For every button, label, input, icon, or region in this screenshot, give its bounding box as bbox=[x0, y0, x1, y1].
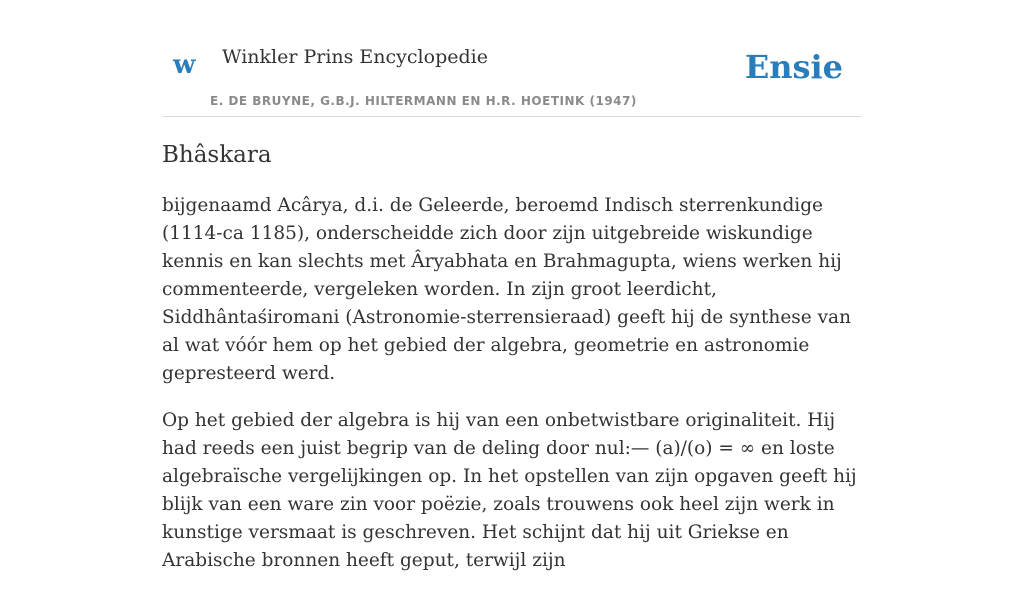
article-title: Bhâskara bbox=[162, 142, 272, 168]
winkler-prins-logo[interactable]: w bbox=[173, 50, 196, 80]
publication-title[interactable]: Winkler Prins Encyclopedie bbox=[222, 46, 488, 68]
publication-authors: E. DE BRUYNE, G.B.J. HILTERMANN EN H.R. HOETINK (1947) bbox=[210, 94, 637, 108]
article-paragraph-1: bijgenaamd Acârya, d.i. de Geleerde, beroemd Indisch sterrenkundige (1114-ca 1185), onderscheidde zich door zijn uitgebreide wiskundige kennis en kan slechts met Âryabhata en Brahmagupta, wiens werken hij commenteerde, vergeleken worden. In zijn groot leerdicht, Siddhântaśiromani (Astronomie-sterrensieraad) geeft hij de synthese van al wat vóór hem op het gebied der algebra, geometrie en astronomie gepresteerd werd. bbox=[162, 195, 851, 384]
article-paragraph-2: Op het gebied der algebra is hij van een onbetwistbare originaliteit. Hij had reeds een juist begrip van de deling door nul:— (a)/(o) = ∞ en loste algebraïsche vergelijkingen op. In het opstellen van zijn opgaven geeft hij blijk van een ware zin voor poëzie, zoals trouwens ook heel zijn werk in kunstige versmaat is geschreven. Het schijnt dat hij uit Griekse en Arabische bronnen heeft geput, terwijl zijn bbox=[162, 410, 857, 571]
article-body bbox=[162, 192, 862, 594]
ensie-brand-logo[interactable]: Ensie bbox=[744, 48, 843, 86]
site-header bbox=[162, 30, 862, 117]
